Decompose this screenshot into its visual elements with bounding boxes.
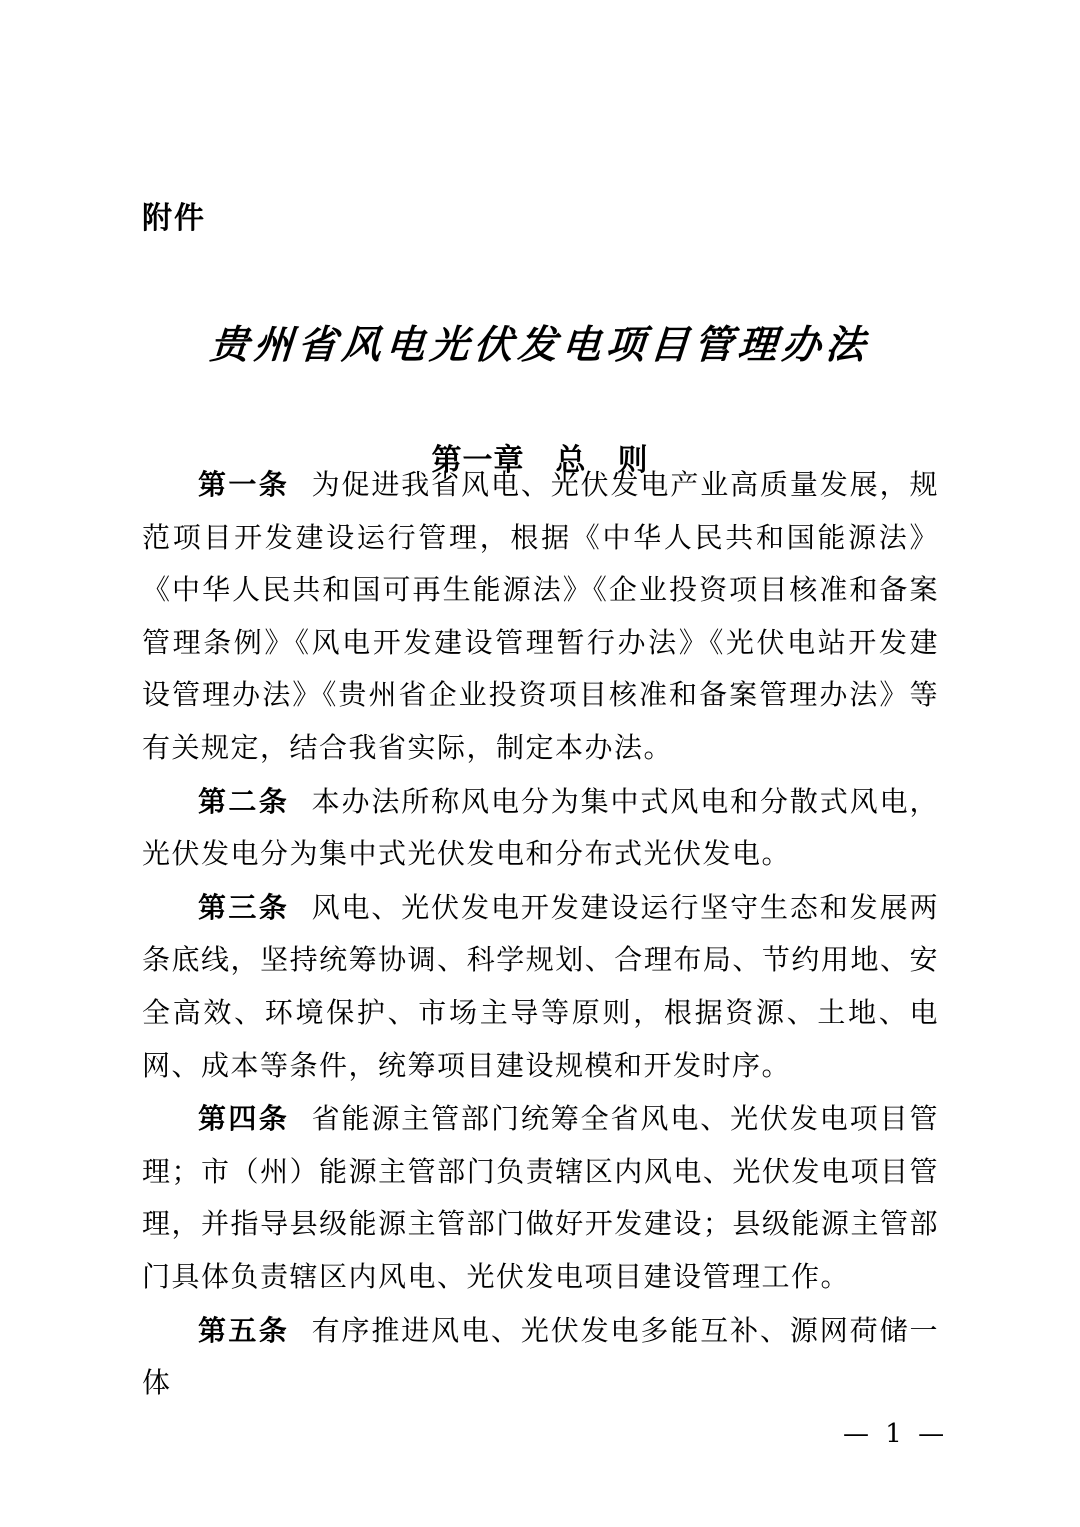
article-paragraph: [142, 1305, 939, 1411]
article-text: 省能源主管部门统筹全省风电、光伏发电项目管理；市（州）能源主管部门负责辖区内风电、光伏发电项目管理，并指导县级能源主管部门做好开发建设；县级能源主管部门具体负责辖区内风电、光伏发电项目建设管理工作。: [142, 1104, 939, 1293]
document-title: 贵州省风电光伏发电项目管理办法: [208, 322, 872, 369]
article-paragraph: [142, 882, 939, 1093]
article-text: 为促进我省风电、光伏发电产业高质量发展，规范项目开发建设运行管理，根据《中华人民共和国能源法》《中华人民共和国可再生能源法》《企业投资项目核准和备案管理条例》《风电开发建设管理暂行办法》《光伏电站开发建设管理办法》《贵州省企业投资项目核准和备案管理办法》等有关规定，结合我省实际，制定本办法。: [142, 470, 939, 764]
attachment-label: 附件: [142, 202, 206, 235]
article-label: 第一条: [198, 469, 290, 500]
article-label: 第四条: [198, 1103, 290, 1135]
article-text: 有序推进风电、光伏发电多能互补、源网荷储一体: [142, 1315, 939, 1400]
chapter-heading: 第一章 总 则: [431, 443, 649, 477]
article-label: 第二条: [198, 785, 290, 817]
article-label: 第三条: [198, 891, 290, 923]
article-text: 风电、光伏发电开发建设运行坚守生态和发展两条底线，坚持统筹协调、科学规划、合理布局、节约用地、安全高效、环境保护、市场主导等原则，根据资源、土地、电网、成本等条件，统筹项目建设规模和开发时序。: [142, 892, 939, 1082]
article-paragraph: [142, 776, 939, 882]
article-text: 本办法所称风电分为集中式风电和分散式风电，光伏发电分为集中式光伏发电和分布式光伏发电。: [142, 786, 939, 871]
document-body: [142, 459, 939, 1411]
page-number: — 1 —: [843, 1419, 949, 1449]
article-paragraph: [142, 1093, 939, 1304]
article-paragraph: [142, 459, 939, 776]
article-label: 第五条: [198, 1314, 290, 1346]
